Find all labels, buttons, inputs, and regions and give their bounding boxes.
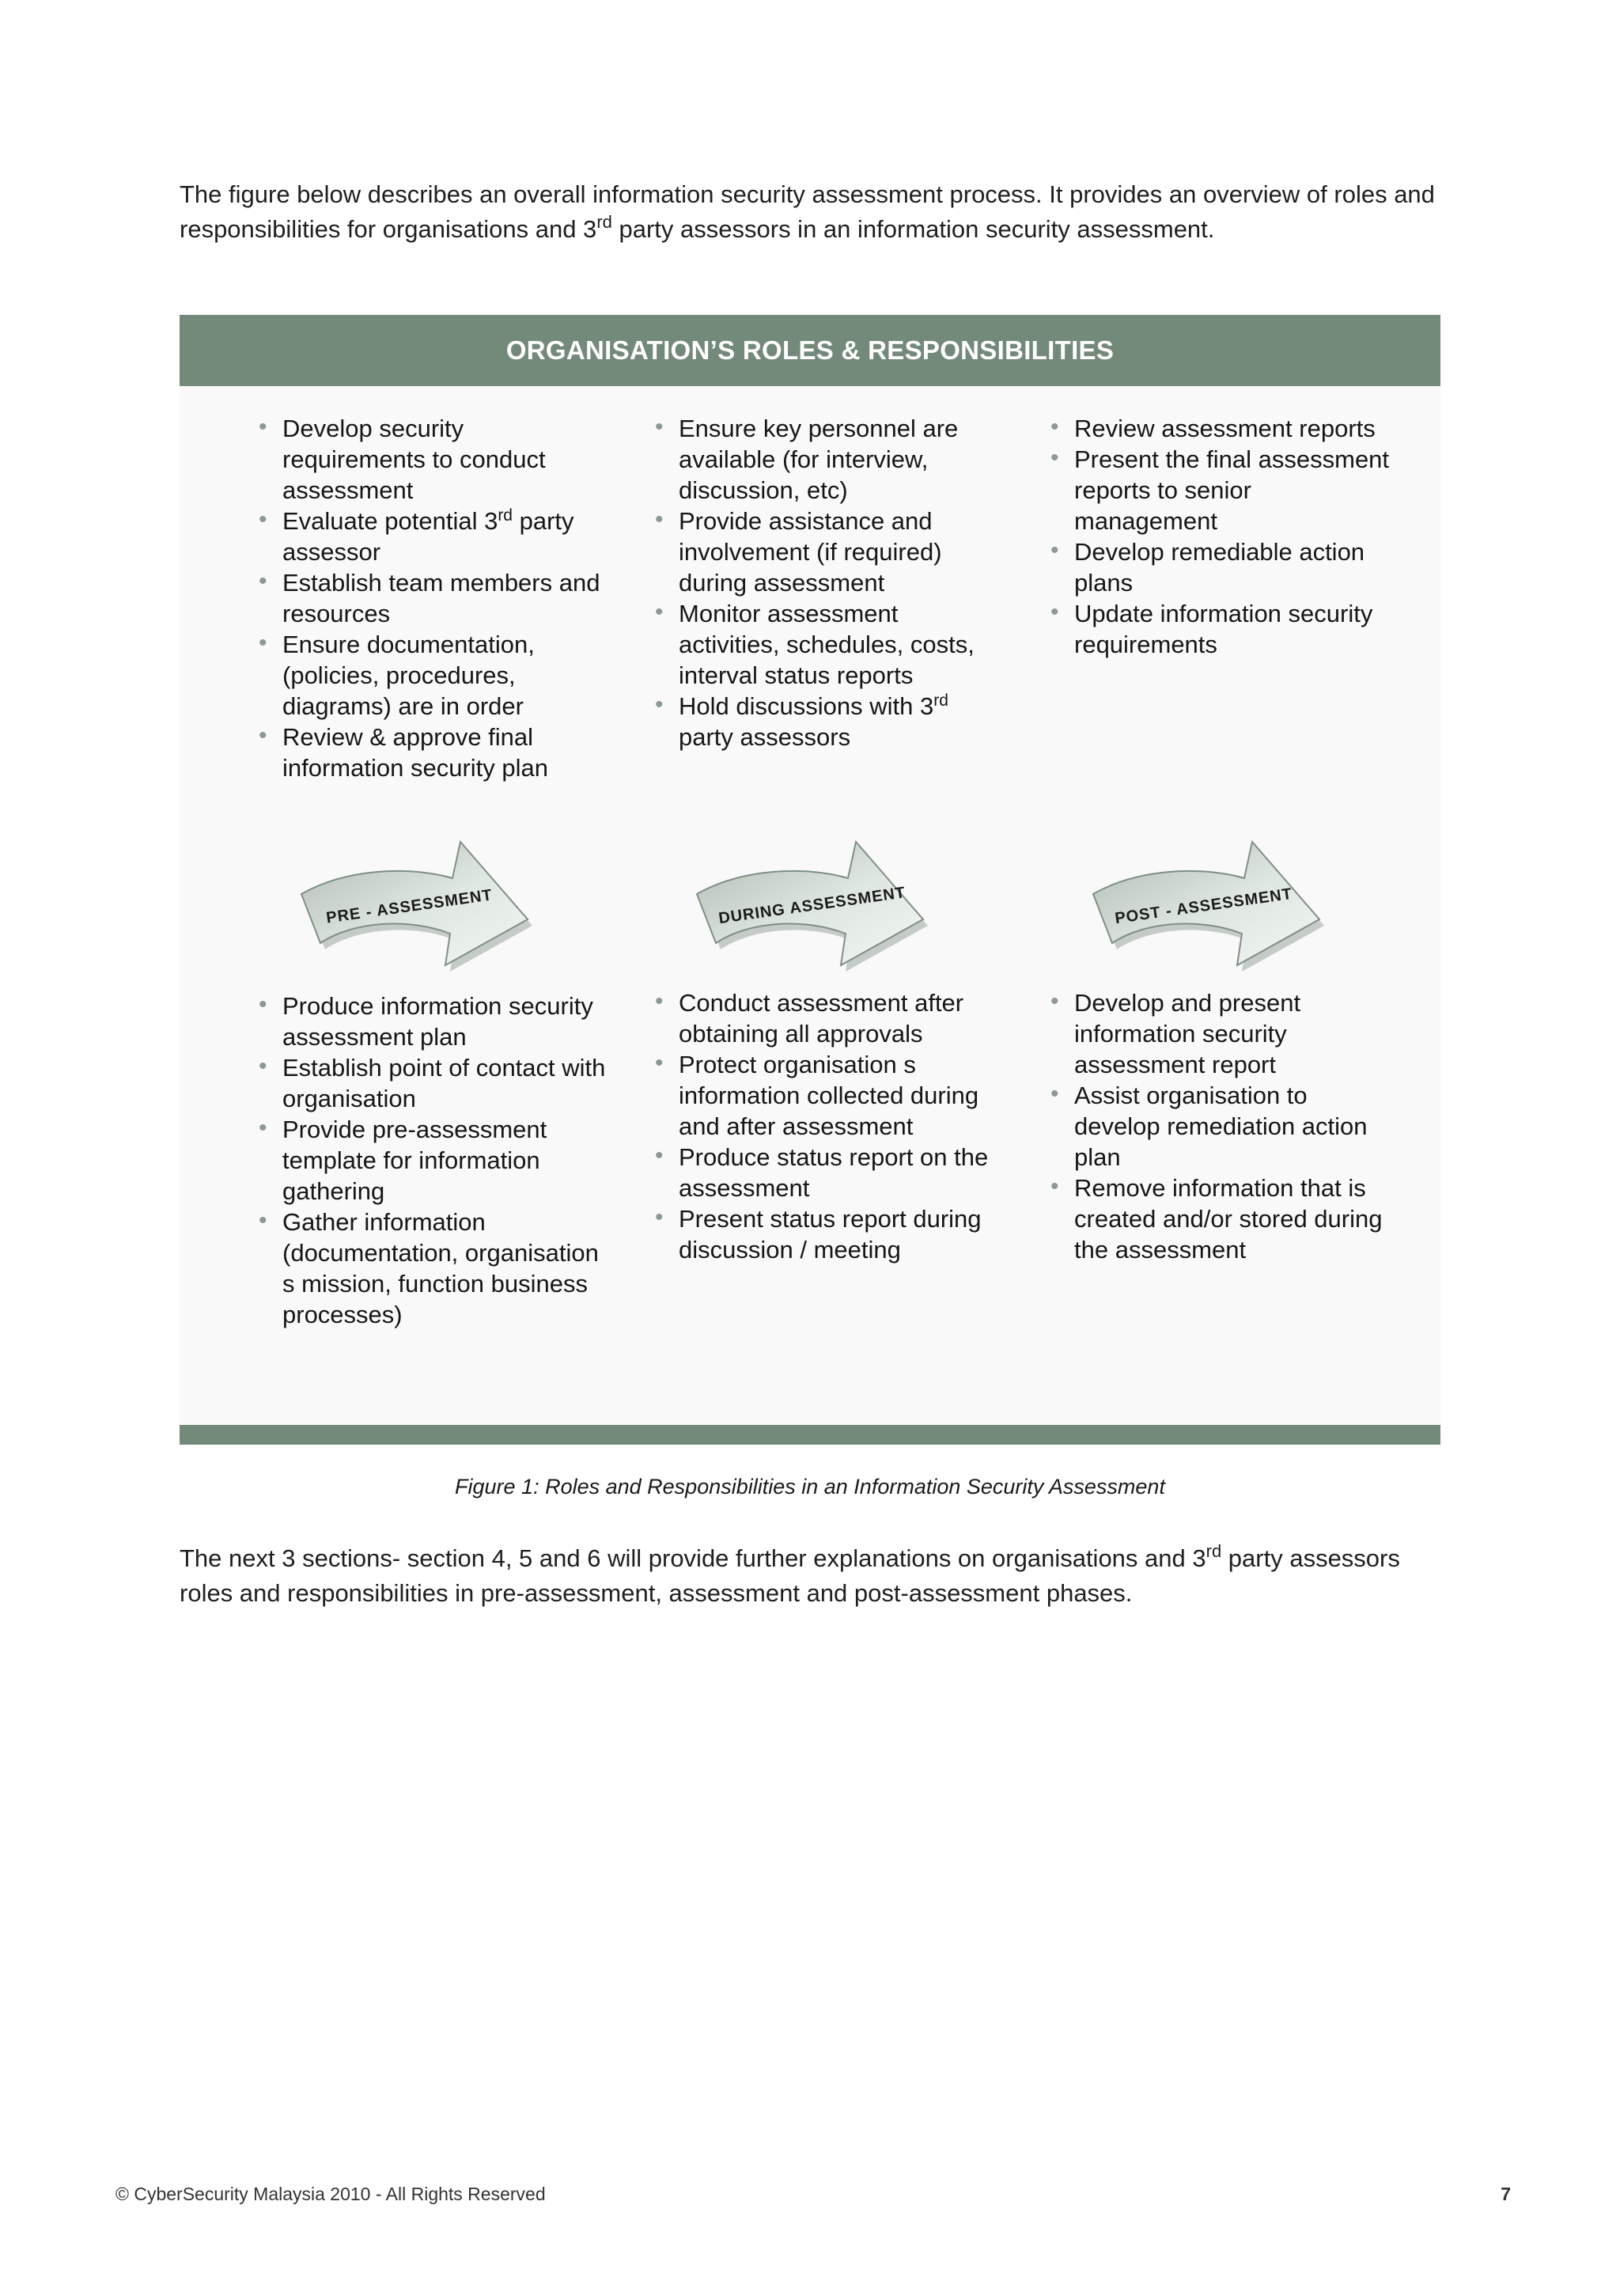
figure-caption: Figure 1: Roles and Responsibilities in an Information Security Assessment bbox=[455, 1475, 1165, 1498]
intro-superscript: rd bbox=[596, 212, 612, 232]
intro-text-after: party assessors in an information security assessment. bbox=[611, 215, 1215, 243]
during-assessment-arrow-icon bbox=[686, 793, 939, 975]
pre-assessment-label: PRE - ASSESSMENT bbox=[325, 886, 494, 927]
intro-paragraph bbox=[180, 177, 1440, 247]
list-item-superscript: rd bbox=[933, 691, 948, 710]
list-item: • Develop remediable action plans bbox=[1050, 536, 1399, 598]
list-item: • Review & approve final information security plan bbox=[259, 722, 607, 783]
org-pre-assessment-list bbox=[259, 413, 607, 783]
list-item-text: Evaluate potential 3 bbox=[282, 507, 498, 535]
list-item: • Provide assistance and involvement (if required) during assessment bbox=[655, 506, 1003, 598]
list-item: • Present the final assessment reports to senior management bbox=[1050, 444, 1399, 536]
list-item: • Ensure key personnel are available (for interview, discussion, etc) bbox=[655, 413, 1003, 506]
figure-banner: ORGANISATION’S ROLES & RESPONSIBILITIES bbox=[180, 315, 1440, 386]
outro-text-before: The next 3 sections- section 4, 5 and 6 will provide further explanations on organisations and 3 bbox=[180, 1544, 1206, 1572]
post-assessment-label: POST - ASSESSMENT bbox=[1114, 885, 1294, 928]
list-item: • Review assessment reports bbox=[1050, 413, 1399, 444]
footer-copyright: © CyberSecurity Malaysia 2010 - All Rights Reserved bbox=[115, 2184, 546, 2204]
org-post-assessment-list bbox=[1050, 413, 1399, 660]
list-item: • Present status report during discussion / meeting bbox=[655, 1203, 1003, 1265]
list-item: • Remove information that is created and/or stored during the assessment bbox=[1050, 1173, 1399, 1265]
list-item-superscript: rd bbox=[498, 506, 513, 525]
org-during-assessment-list bbox=[655, 413, 1003, 752]
list-item-text: Hold discussions with 3 bbox=[679, 692, 934, 720]
post-assessment-arrow-icon bbox=[1082, 793, 1335, 975]
pre-assessment-arrow-icon bbox=[290, 793, 543, 975]
list-item: • Update information security requirements bbox=[1050, 598, 1399, 660]
roles-figure bbox=[180, 315, 1440, 1445]
during-assessment-label: DURING ASSESSMENT bbox=[717, 884, 907, 928]
figure-bottom-bar bbox=[180, 1425, 1440, 1445]
list-item: • Protect organisation s information collected during and after assessment bbox=[655, 1049, 1003, 1142]
intro-text-before: The figure below describes an overall information security assessment process. It provides an overview of roles and responsibilities for organisations and 3 bbox=[180, 180, 1435, 243]
list-item: • Ensure documentation, (policies, procedures, diagrams) are in order bbox=[259, 629, 607, 722]
list-item: • Provide pre-assessment template for information gathering bbox=[259, 1114, 607, 1207]
outro-paragraph bbox=[180, 1541, 1440, 1611]
assessor-post-assessment-list bbox=[1050, 987, 1399, 1265]
outro-text-after: party assessors roles and responsibilities in pre-assessment, assessment and post-assessment phases. bbox=[180, 1544, 1400, 1607]
list-item: • Develop and present information security assessment report bbox=[1050, 987, 1399, 1080]
assessor-during-assessment-list bbox=[655, 987, 1003, 1265]
list-item: • Conduct assessment after obtaining all approvals bbox=[655, 987, 1003, 1049]
list-item: • Assist organisation to develop remediation action plan bbox=[1050, 1080, 1399, 1173]
list-item bbox=[259, 506, 607, 567]
list-item-text: party assessor bbox=[282, 507, 574, 566]
list-item: • Gather information (documentation, organisation s mission, function business processes) bbox=[259, 1207, 607, 1330]
page-number: 7 bbox=[1501, 2184, 1511, 2204]
list-item: • Establish team members and resources bbox=[259, 567, 607, 629]
list-item: • Produce information security assessment plan bbox=[259, 991, 607, 1052]
list-item bbox=[655, 691, 1003, 752]
list-item: • Establish point of contact with organisation bbox=[259, 1052, 607, 1114]
assessor-pre-assessment-list bbox=[259, 991, 607, 1330]
list-item: • Produce status report on the assessment bbox=[655, 1142, 1003, 1203]
list-item: • Develop security requirements to conduct assessment bbox=[259, 413, 607, 506]
list-item-text: party assessors bbox=[679, 723, 851, 751]
outro-superscript: rd bbox=[1206, 1541, 1222, 1561]
list-item: • Monitor assessment activities, schedules, costs, interval status reports bbox=[655, 598, 1003, 691]
